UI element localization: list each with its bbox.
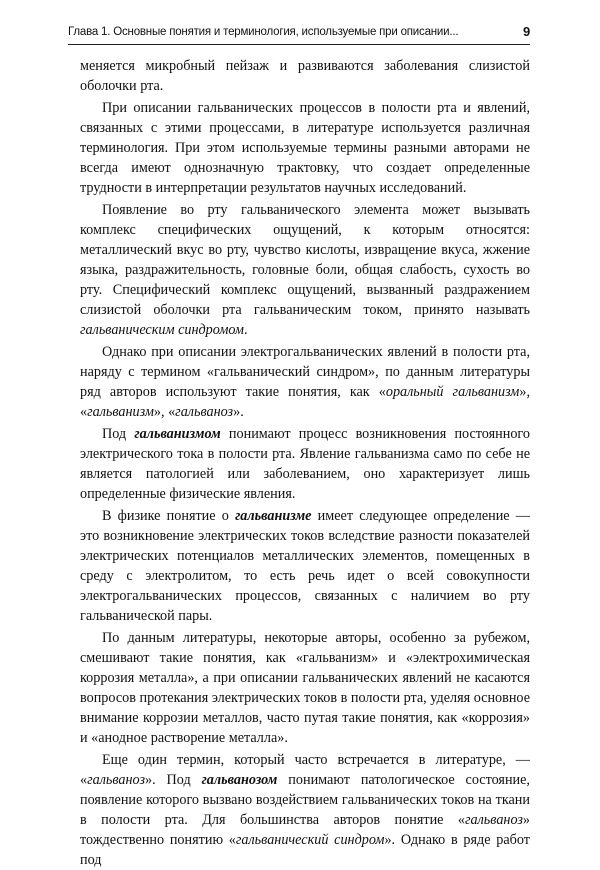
chapter-title: Глава 1. Основные понятия и терминология, используемые при описании... bbox=[68, 26, 459, 38]
paragraph bbox=[80, 200, 530, 340]
paragraph bbox=[80, 424, 530, 504]
term-italic: гальванический синдром bbox=[235, 832, 385, 848]
paragraph bbox=[80, 750, 530, 870]
text: понимают патологическое состояние, появление которого вызвано воздействием гальванических токов на ткани в полости рта. Для большинства авторов понятие « bbox=[80, 772, 530, 828]
text: меняется микробный пейзаж и развиваются заболевания слизистой оболочки рта. bbox=[80, 58, 530, 94]
paragraph bbox=[80, 506, 530, 626]
text: При описании гальванических процессов в полости рта и явлений, связанных с этими процессами, в литературе используется различная терминология. При этом используемые термины разными авторами не всегда имеют однозначную трактовку, что создает определенные трудности в интерпретации результатов научных исследований. bbox=[80, 100, 530, 196]
term-italic: гальваноз bbox=[464, 812, 523, 828]
text: . bbox=[243, 322, 248, 338]
text: В физике понятие о bbox=[102, 508, 236, 524]
text: Появление во рту гальванического элемента может вызывать комплекс специфических ощущений, к которым относятся: металлический вкус во рту, чувство кислоты, извращение вкуса, жжение языка, раздражительность, головные боли, общая слабость, сухость во рту. Специфический комплекс ощущений, вызванный раздражением слизистой оболочки рта гальваническим током, принято называть bbox=[80, 202, 530, 318]
term-bold-italic: гальванизме bbox=[235, 508, 312, 524]
text: имеет следующее определение — это возникновение электрических токов вследствие разности показателей электрических потенциалов металлических элементов, помещенных в среду с электролитом, то есть речь идет о всей совокупности электрогальванических процессов, связанных с наличием во рту гальванической пары. bbox=[80, 508, 530, 624]
text: понимают процесс возникновения постоянного электрического тока в полости рта. Явление гальванизма само по себе не является патологией или заболеванием, оно характеризует лишь определенные физические явления. bbox=[80, 426, 530, 502]
text: ». bbox=[233, 404, 244, 420]
text: » тождественно понятию « bbox=[80, 812, 530, 848]
text: ». Однако в ряде работ под bbox=[80, 832, 530, 868]
text: Под bbox=[102, 426, 135, 442]
term-bold-italic: гальванозом bbox=[201, 772, 278, 788]
text: ». Под bbox=[145, 772, 202, 788]
running-header bbox=[68, 24, 530, 45]
paragraph bbox=[80, 342, 530, 422]
page-number: 9 bbox=[522, 24, 530, 39]
paragraph bbox=[80, 628, 530, 748]
text: Еще один термин, который часто встречается в литературе, — « bbox=[80, 752, 530, 788]
text: », « bbox=[153, 404, 176, 420]
text: Однако при описании электрогальванических явлений в полости рта, наряду с термином «гальванический синдром», по данным литературы ряд авторов используют такие понятия, как « bbox=[80, 344, 530, 400]
term-italic: гальваническим синдромом bbox=[80, 322, 244, 338]
paragraph bbox=[80, 98, 530, 198]
term-italic: гальваноз bbox=[175, 404, 234, 420]
text: По данным литературы, некоторые авторы, особенно за рубежом, смешивают такие понятия, как «гальванизм» и «электрохимическая коррозия металла», а при описании гальванических явлений не касаются вопросов протекания электрических токов в полости рта, уделяя основное внимание коррозии металлов, часто путая такие понятия, как «коррозия» и «анодное растворение металла». bbox=[80, 630, 530, 746]
text: », « bbox=[80, 384, 530, 420]
term-italic: оральный гальванизм bbox=[385, 384, 520, 400]
term-italic: гальванизм bbox=[87, 404, 154, 420]
paragraph bbox=[80, 56, 530, 96]
term-bold-italic: гальванизмом bbox=[134, 426, 221, 442]
term-italic: гальваноз bbox=[87, 772, 146, 788]
page-body bbox=[80, 56, 530, 870]
